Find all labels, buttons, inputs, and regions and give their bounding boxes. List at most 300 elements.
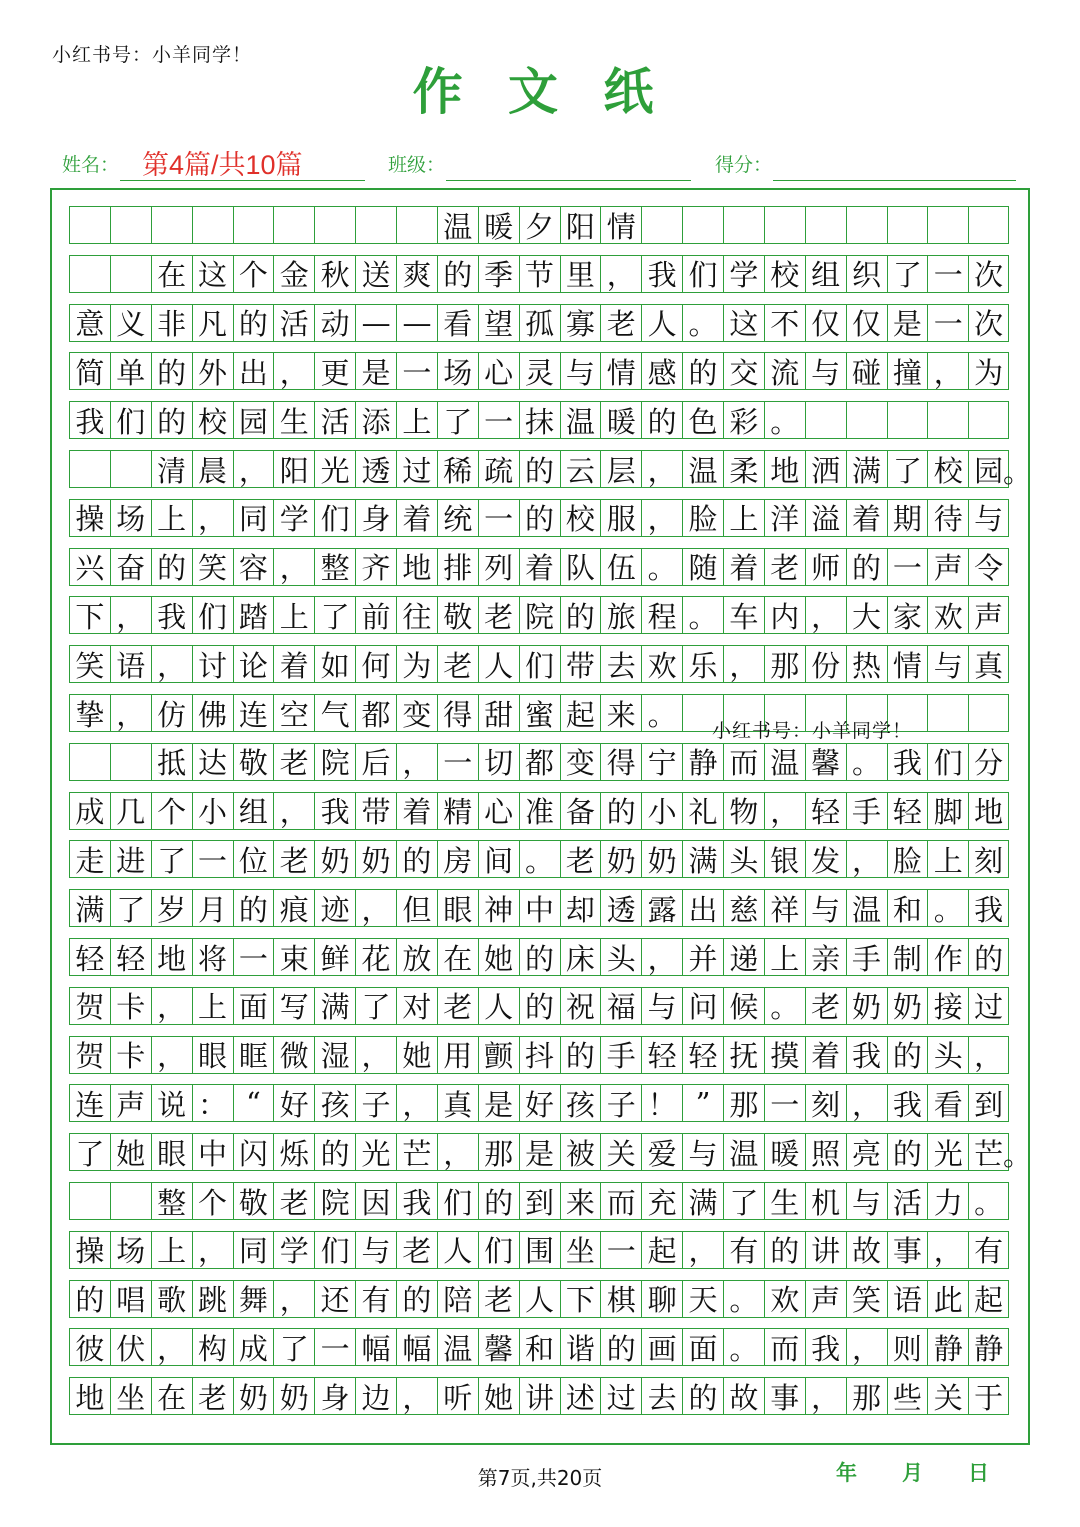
grid-cell: 充 [641,1183,682,1219]
grid-cell: 如 [314,646,355,682]
grid-cell: 轻 [805,793,846,829]
grid-cell: 们 [682,256,723,292]
grid-cell: 眼 [437,890,478,926]
grid-cell: 敬 [437,597,478,633]
grid-cell [110,1183,151,1219]
grid-cell: 交 [723,353,764,389]
grid-cell: 次 [968,256,1009,292]
grid-cell: 递 [723,939,764,975]
grid-cell: ， [641,451,682,487]
grid-cell: 。 [682,305,723,341]
grid-cell: 柔 [723,451,764,487]
grid-cell: 谐 [560,1329,601,1365]
grid-cell [887,402,928,438]
grid-cell: 是 [519,1134,560,1170]
grid-cell [110,744,151,780]
grid-cell: 面 [682,1329,723,1365]
grid-cell: 是 [887,305,928,341]
grid-cell: 温 [437,1329,478,1365]
grid-cell: 挚 [69,695,110,731]
grid-cell: 的 [151,353,192,389]
grid-cell: 温 [764,744,805,780]
overflow-punctuation: 。 [1003,455,1033,489]
grid-cell: 的 [560,1037,601,1073]
grid-cell: 人 [641,305,682,341]
grid-cell [846,402,887,438]
grid-row [69,499,1009,537]
grid-cell: 的 [600,1329,641,1365]
grid-cell: ， [600,256,641,292]
grid-cell: 起 [560,695,601,731]
grid-cell: 一 [927,256,968,292]
grid-cell: ， [151,988,192,1024]
grid-row [69,1328,1009,1366]
grid-cell: 伏 [110,1329,151,1365]
grid-cell [69,744,110,780]
grid-cell: 语 [887,1281,928,1317]
grid-cell [968,207,1009,243]
grid-cell: 小 [641,793,682,829]
grid-cell [887,207,928,243]
grid-cell: 老 [600,305,641,341]
grid-cell: 达 [192,744,233,780]
grid-cell: 带 [355,793,396,829]
grid-row [69,792,1009,830]
grid-cell: 宁 [641,744,682,780]
grid-cell: 撞 [887,353,928,389]
grid-row [69,352,1009,390]
grid-cell: 敬 [233,744,274,780]
grid-cell: ， [927,1232,968,1268]
grid-cell: 待 [927,500,968,536]
grid-cell: 暖 [764,1134,805,1170]
grid-cell: 一 [192,841,233,877]
grid-cell: 闪 [233,1134,274,1170]
grid-cell: 简 [69,353,110,389]
grid-cell: ， [927,353,968,389]
grid-cell: 力 [927,1183,968,1219]
grid-cell: 这 [192,256,233,292]
grid-cell: 流 [764,353,805,389]
grid-cell: ， [723,646,764,682]
grid-cell: 还 [314,1281,355,1317]
grid-cell: 踏 [233,597,274,633]
grid-cell: 温 [560,402,601,438]
grid-cell: 心 [478,353,519,389]
grid-cell: 与 [846,1183,887,1219]
grid-cell: 声 [110,1085,151,1121]
grid-cell: 学 [273,500,314,536]
grid-cell: 甜 [478,695,519,731]
grid-cell: 。 [682,597,723,633]
grid-cell: 们 [478,1232,519,1268]
grid-cell: 夕 [519,207,560,243]
grid-cell: 老 [478,1281,519,1317]
grid-cell: 清 [151,451,192,487]
grid-row [69,1182,1009,1220]
grid-cell: 幅 [355,1329,396,1365]
grid-cell: 脚 [927,793,968,829]
grid-cell: 好 [519,1085,560,1121]
grid-cell: 写 [273,988,314,1024]
grid-cell: 情 [600,353,641,389]
grid-cell: 大 [846,597,887,633]
grid-cell: 。 [723,1281,764,1317]
grid-cell: 奋 [110,549,151,585]
grid-cell [314,207,355,243]
date-year: 年 [836,1461,857,1485]
grid-cell: 老 [478,597,519,633]
grid-cell: 心 [478,793,519,829]
grid-cell: 满 [682,1183,723,1219]
grid-cell: 欢 [764,1281,805,1317]
grid-cell [723,207,764,243]
grid-cell [396,207,437,243]
grid-cell: 里 [560,256,601,292]
grid-cell: 了 [887,451,928,487]
grid-cell: 声 [968,597,1009,633]
grid-cell: ， [110,597,151,633]
grid-cell: 校 [192,402,233,438]
grid-cell: 的 [437,256,478,292]
grid-cell: ， [968,1037,1009,1073]
grid-cell: 间 [478,841,519,877]
grid-cell: 发 [805,841,846,877]
grid-cell: 候 [723,988,764,1024]
grid-cell: 温 [846,890,887,926]
grid-cell: 透 [355,451,396,487]
grid-cell: 与 [805,890,846,926]
grid-cell: 静 [968,1329,1009,1365]
grid-cell [69,207,110,243]
grid-cell [69,1183,110,1219]
grid-cell: 场 [110,500,151,536]
grid-cell: 地 [968,793,1009,829]
grid-cell [927,207,968,243]
grid-cell: 的 [396,841,437,877]
grid-cell: 的 [968,939,1009,975]
grid-cell: 们 [314,1232,355,1268]
grid-cell: 来 [600,695,641,731]
grid-cell: 上 [151,500,192,536]
grid-cell: 节 [519,256,560,292]
grid-cell: 情 [887,646,928,682]
grid-cell: 唱 [110,1281,151,1317]
grid-cell: 。 [641,695,682,731]
grid-row [69,938,1009,976]
grid-cell: 花 [355,939,396,975]
grid-cell: 声 [805,1281,846,1317]
grid-cell: 院 [314,744,355,780]
grid-cell [110,207,151,243]
grid-cell: 满 [314,988,355,1024]
grid-cell: 组 [805,256,846,292]
grid-cell: 抖 [519,1037,560,1073]
grid-cell: 校 [560,500,601,536]
grid-cell: 在 [151,1378,192,1414]
grid-cell: 都 [355,695,396,731]
grid-cell: 了 [69,1134,110,1170]
grid-cell: 活 [887,1183,928,1219]
grid-cell: 幅 [396,1329,437,1365]
grid-cell: 的 [151,549,192,585]
grid-cell: 头 [600,939,641,975]
grid-cell: 活 [314,402,355,438]
grid-cell: 着 [805,1037,846,1073]
grid-cell: 亮 [846,1134,887,1170]
grid-cell: 物 [723,793,764,829]
grid-cell: 子 [600,1085,641,1121]
grid-cell: 疏 [478,451,519,487]
grid-cell: 成 [233,1329,274,1365]
grid-cell: 们 [314,500,355,536]
grid-cell: 得 [437,695,478,731]
grid-cell: 园 [233,402,274,438]
grid-cell: 金 [273,256,314,292]
grid-cell: 我 [396,1183,437,1219]
grid-cell: 而 [764,1329,805,1365]
grid-cell: 意 [69,305,110,341]
grid-cell: 一 [233,939,274,975]
grid-cell: 神 [478,890,519,926]
grid-row [69,645,1009,683]
grid-cell: 兴 [69,549,110,585]
grid-cell: ， [396,1085,437,1121]
grid-cell: 人 [437,1232,478,1268]
grid-cell: 上 [151,1232,192,1268]
grid-cell: 老 [273,841,314,877]
grid-cell [805,207,846,243]
grid-cell: 我 [314,793,355,829]
grid-cell: 得 [600,744,641,780]
grid-cell: ， [110,695,151,731]
grid-cell: 与 [560,353,601,389]
grid-cell: 成 [69,793,110,829]
grid-cell: 奶 [641,841,682,877]
grid-cell: 过 [600,1378,641,1414]
grid-cell: 秋 [314,256,355,292]
grid-cell: 着 [846,500,887,536]
grid-cell: 跳 [192,1281,233,1317]
grid-cell: 与 [355,1232,396,1268]
grid-cell: 头 [927,1037,968,1073]
grid-cell: 阳 [273,451,314,487]
grid-cell: 院 [314,1183,355,1219]
grid-cell: 乐 [682,646,723,682]
grid-cell: 的 [682,353,723,389]
grid-cell: 备 [560,793,601,829]
grid-cell: 生 [764,1183,805,1219]
grid-cell: 满 [69,890,110,926]
grid-cell: 那 [723,1085,764,1121]
grid-row [69,401,1009,439]
grid-cell: 孤 [519,305,560,341]
grid-cell [110,451,151,487]
grid-cell: ， [846,841,887,877]
grid-cell: 身 [355,500,396,536]
grid-cell: 连 [233,695,274,731]
grid-row [69,450,1009,488]
grid-row [69,548,1009,586]
grid-cell: 义 [110,305,151,341]
grid-cell [682,207,723,243]
grid-cell: 准 [519,793,560,829]
grid-cell: 馨 [478,1329,519,1365]
grid-cell: 但 [396,890,437,926]
grid-cell: 一 [887,549,928,585]
grid-cell: 故 [723,1378,764,1414]
grid-cell: 我 [641,256,682,292]
grid-cell: 下 [560,1281,601,1317]
grid-cell: 贺 [69,988,110,1024]
grid-cell: 次 [968,305,1009,341]
grid-cell: 分 [968,744,1009,780]
grid-cell: 是 [355,353,396,389]
grid-cell: — [355,305,396,341]
grid-cell: 与 [927,646,968,682]
grid-cell: 事 [887,1232,928,1268]
name-value: 第4篇/共10篇 [142,150,303,180]
grid-cell: 的 [887,1037,928,1073]
grid-cell: 的 [396,1281,437,1317]
grid-cell: 奶 [600,841,641,877]
grid-cell: 岁 [151,890,192,926]
grid-cell: 的 [764,1232,805,1268]
grid-cell: 情 [600,207,641,243]
date-day: 日 [968,1461,989,1485]
grid-cell: — [396,305,437,341]
grid-cell: 云 [560,451,601,487]
grid-cell: 寡 [560,305,601,341]
grid-cell: 舞 [233,1281,274,1317]
grid-cell: 和 [519,1329,560,1365]
grid-row [69,206,1009,244]
grid-cell: 声 [927,549,968,585]
grid-cell: 了 [723,1183,764,1219]
grid-cell: 佛 [192,695,233,731]
grid-cell: ， [355,890,396,926]
grid-cell: 而 [600,1183,641,1219]
grid-cell: 刻 [968,841,1009,877]
grid-cell: 笑 [846,1281,887,1317]
grid-cell: 队 [560,549,601,585]
grid-cell: 温 [682,451,723,487]
grid-cell: 变 [560,744,601,780]
grid-cell: 出 [682,890,723,926]
grid-cell: 上 [192,988,233,1024]
grid-cell: 的 [519,939,560,975]
grid-cell: 了 [314,597,355,633]
grid-cell: 场 [110,1232,151,1268]
grid-cell [846,207,887,243]
grid-cell: ， [396,744,437,780]
grid-cell: 一 [478,402,519,438]
grid-cell: 前 [355,597,396,633]
grid-cell: 上 [396,402,437,438]
grid-cell: 织 [846,256,887,292]
grid-row [69,743,1009,781]
grid-cell: 孩 [314,1085,355,1121]
grid-cell: 是 [478,1085,519,1121]
grid-cell [968,695,1009,731]
date-month: 月 [902,1461,923,1485]
grid-cell: 卡 [110,1037,151,1073]
grid-cell: 慈 [723,890,764,926]
grid-cell: 她 [478,1378,519,1414]
grid-cell: 欢 [927,597,968,633]
grid-cell: 仿 [151,695,192,731]
grid-row [69,1280,1009,1318]
grid-cell: 微 [273,1037,314,1073]
grid-cell: 个 [233,256,274,292]
grid-cell: 着 [273,646,314,682]
grid-cell [968,402,1009,438]
grid-cell: 季 [478,256,519,292]
grid-cell: 光 [927,1134,968,1170]
grid-cell: 抵 [151,744,192,780]
grid-cell: ， [805,1378,846,1414]
grid-cell: 讨 [192,646,233,682]
grid-cell: 整 [314,549,355,585]
grid-cell: 溢 [805,500,846,536]
grid-cell: ， [641,500,682,536]
grid-cell: 我 [968,890,1009,926]
grid-cell: 。 [846,744,887,780]
grid-row [69,1084,1009,1122]
grid-cell: 于 [968,1378,1009,1414]
grid-cell: 我 [69,402,110,438]
grid-cell: 奶 [846,988,887,1024]
grid-cell: ： [192,1085,233,1121]
grid-cell: 痕 [273,890,314,926]
grid-cell: 笑 [69,646,110,682]
grid-cell: 机 [805,1183,846,1219]
grid-cell: ， [355,1037,396,1073]
grid-cell: 在 [151,256,192,292]
grid-cell: 看 [927,1085,968,1121]
name-label: 姓名： [62,154,120,176]
grid-row [69,596,1009,634]
grid-cell: 蜜 [519,695,560,731]
grid-cell: 地 [151,939,192,975]
grid-cell: 的 [519,988,560,1024]
grid-cell: 芒 [968,1134,1009,1170]
grid-cell: 爽 [396,256,437,292]
watermark-middle: 小红书号：小羊同学！ [712,720,913,742]
grid-cell: ， [151,1037,192,1073]
grid-cell: 了 [437,402,478,438]
grid-cell: 同 [233,1232,274,1268]
grid-cell [110,256,151,292]
grid-cell: ， [151,1329,192,1365]
grid-cell: 此 [927,1281,968,1317]
grid-cell: 。 [968,1183,1009,1219]
grid-cell: 操 [69,1232,110,1268]
grid-cell: 的 [519,500,560,536]
score-label: 得分： [715,154,773,176]
grid-cell: 园 [968,451,1009,487]
grid-cell: 老 [192,1378,233,1414]
grid-cell: 奶 [233,1378,274,1414]
grid-cell: 些 [887,1378,928,1414]
grid-cell: 活 [273,305,314,341]
grid-cell: 温 [437,207,478,243]
grid-cell: 人 [478,646,519,682]
grid-cell: 脸 [682,500,723,536]
grid-cell: 一 [927,305,968,341]
grid-cell: 眶 [233,1037,274,1073]
watermark-top: 小红书号：小羊同学！ [52,44,253,66]
